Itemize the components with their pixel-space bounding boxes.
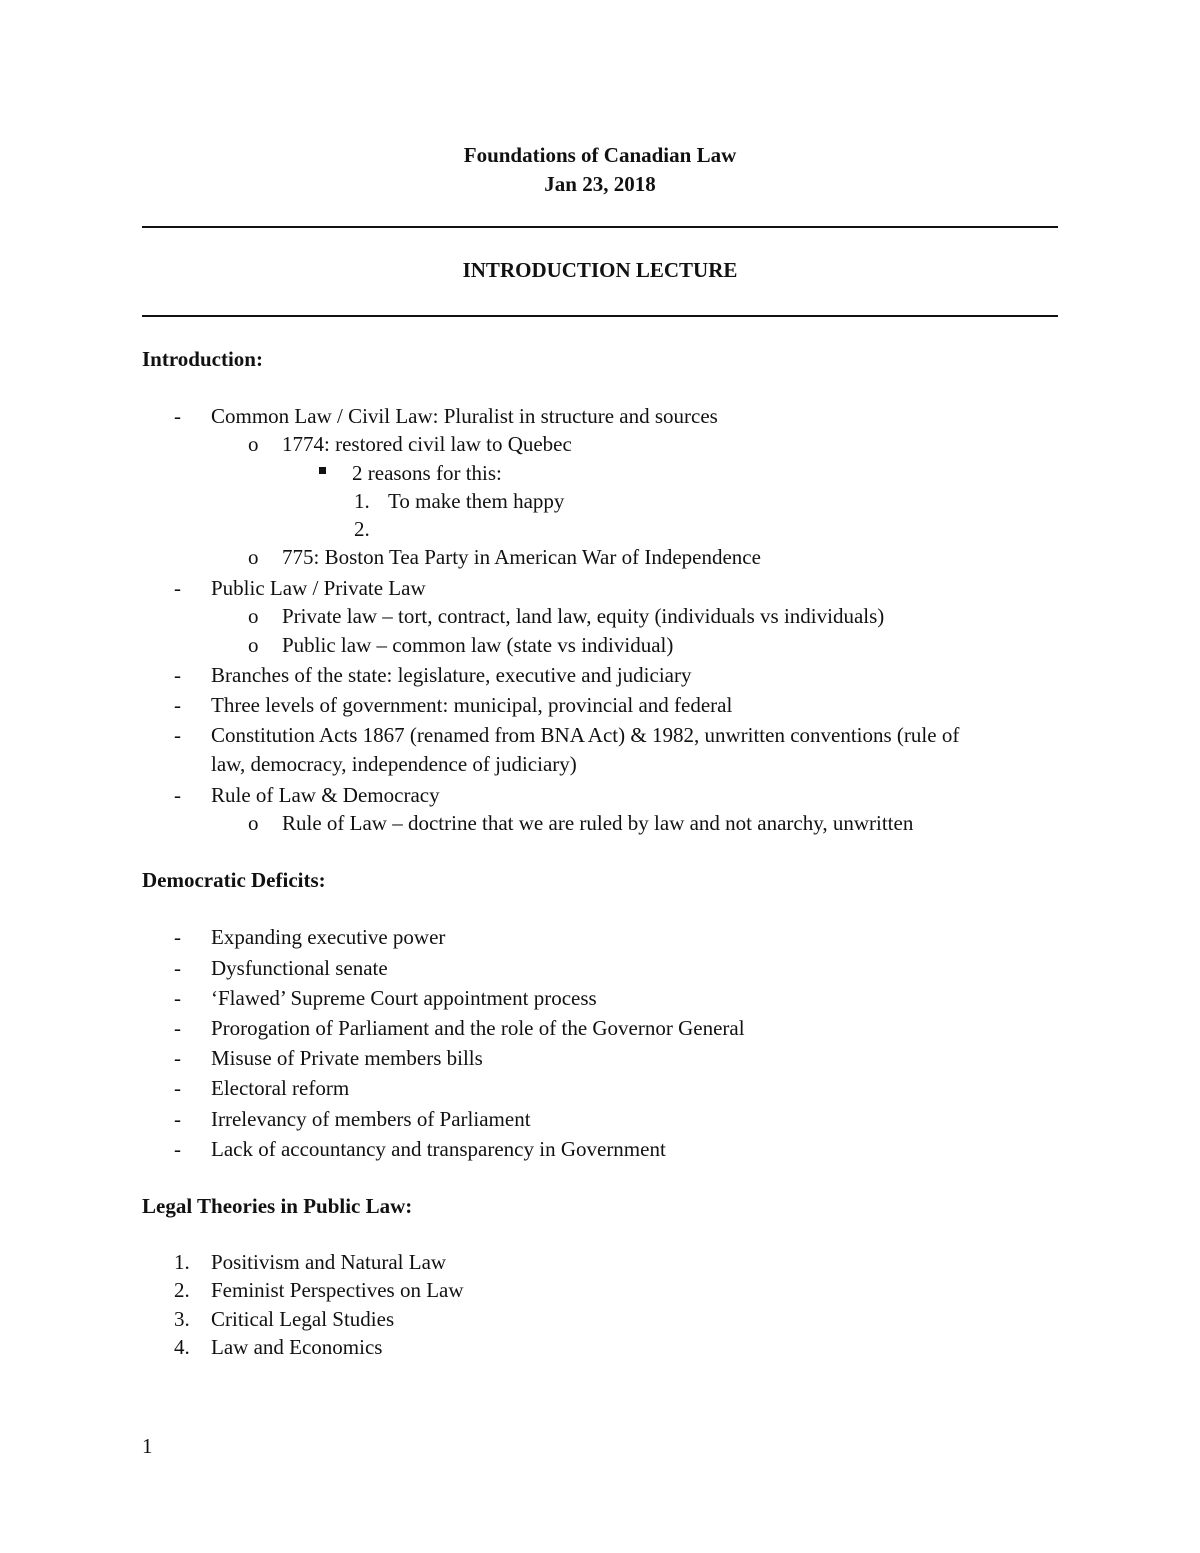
number-marker: 3.: [174, 1307, 190, 1331]
list-item: Rule of Law & Democracy: [211, 783, 440, 807]
list-item: 2 reasons for this:: [352, 461, 502, 485]
section-heading-democratic-deficits: Democratic Deficits:: [142, 868, 326, 892]
list-item: Positivism and Natural Law: [211, 1250, 447, 1274]
dash-bullet: -: [174, 1137, 181, 1161]
section-heading-legal-theories: Legal Theories in Public Law:: [142, 1194, 413, 1218]
lecture-title: INTRODUCTION LECTURE: [462, 258, 738, 282]
number-marker: 1.: [354, 489, 370, 513]
dash-bullet: -: [174, 1076, 181, 1100]
dash-bullet: -: [174, 1016, 181, 1040]
number-marker: 4.: [174, 1335, 190, 1359]
list-item: Constitution Acts 1867 (renamed from BNA Act) & 1982, unwritten conventions (rule of: [211, 723, 960, 747]
circle-bullet: o: [248, 545, 259, 569]
dash-bullet: -: [174, 925, 181, 949]
dash-bullet: -: [174, 404, 181, 428]
number-marker: 1.: [174, 1250, 190, 1274]
list-item: Private law – tort, contract, land law, equity (individuals vs individuals): [282, 604, 885, 628]
circle-bullet: o: [248, 633, 259, 657]
list-item-continuation: law, democracy, independence of judiciary): [211, 752, 577, 776]
dash-bullet: -: [174, 1107, 181, 1131]
square-bullet-icon: [319, 467, 326, 474]
dash-bullet: -: [174, 986, 181, 1010]
list-item: Feminist Perspectives on Law: [211, 1278, 464, 1302]
list-item: Three levels of government: municipal, provincial and federal: [211, 693, 733, 717]
dash-bullet: -: [174, 783, 181, 807]
list-item: Expanding executive power: [211, 925, 446, 949]
bottom-divider: [142, 315, 1058, 317]
circle-bullet: o: [248, 811, 259, 835]
lecture-date: Jan 23, 2018: [544, 172, 656, 196]
dash-bullet: -: [174, 1046, 181, 1070]
dash-bullet: -: [174, 723, 181, 747]
list-item: Lack of accountancy and transparency in Government: [211, 1137, 666, 1161]
dash-bullet: -: [174, 576, 181, 600]
number-marker: 2.: [174, 1278, 190, 1302]
list-item: Public Law / Private Law: [211, 576, 426, 600]
list-item: To make them happy: [388, 489, 565, 513]
list-item: Electoral reform: [211, 1076, 350, 1100]
top-divider: [142, 226, 1058, 228]
list-item: Branches of the state: legislature, executive and judiciary: [211, 663, 692, 687]
list-item: 775: Boston Tea Party in American War of Independence: [282, 545, 761, 569]
list-item: Public law – common law (state vs individual): [282, 633, 674, 657]
list-item: 1774: restored civil law to Quebec: [282, 432, 572, 456]
number-marker: 2.: [354, 517, 370, 541]
list-item: Dysfunctional senate: [211, 956, 388, 980]
circle-bullet: o: [248, 604, 259, 628]
circle-bullet: o: [248, 432, 259, 456]
list-item: Rule of Law – doctrine that we are ruled by law and not anarchy, unwritten: [282, 811, 914, 835]
course-title: Foundations of Canadian Law: [463, 143, 737, 167]
list-item: Common Law / Civil Law: Pluralist in structure and sources: [211, 404, 718, 428]
dash-bullet: -: [174, 956, 181, 980]
dash-bullet: -: [174, 693, 181, 717]
list-item: Misuse of Private members bills: [211, 1046, 483, 1070]
list-item: Irrelevancy of members of Parliament: [211, 1107, 531, 1131]
dash-bullet: -: [174, 663, 181, 687]
page-number: 1: [142, 1434, 153, 1458]
section-heading-introduction: Introduction:: [142, 347, 263, 371]
list-item: Critical Legal Studies: [211, 1307, 395, 1331]
list-item: ‘Flawed’ Supreme Court appointment process: [211, 986, 597, 1010]
list-item: Prorogation of Parliament and the role of the Governor General: [211, 1016, 745, 1040]
list-item: Law and Economics: [211, 1335, 383, 1359]
